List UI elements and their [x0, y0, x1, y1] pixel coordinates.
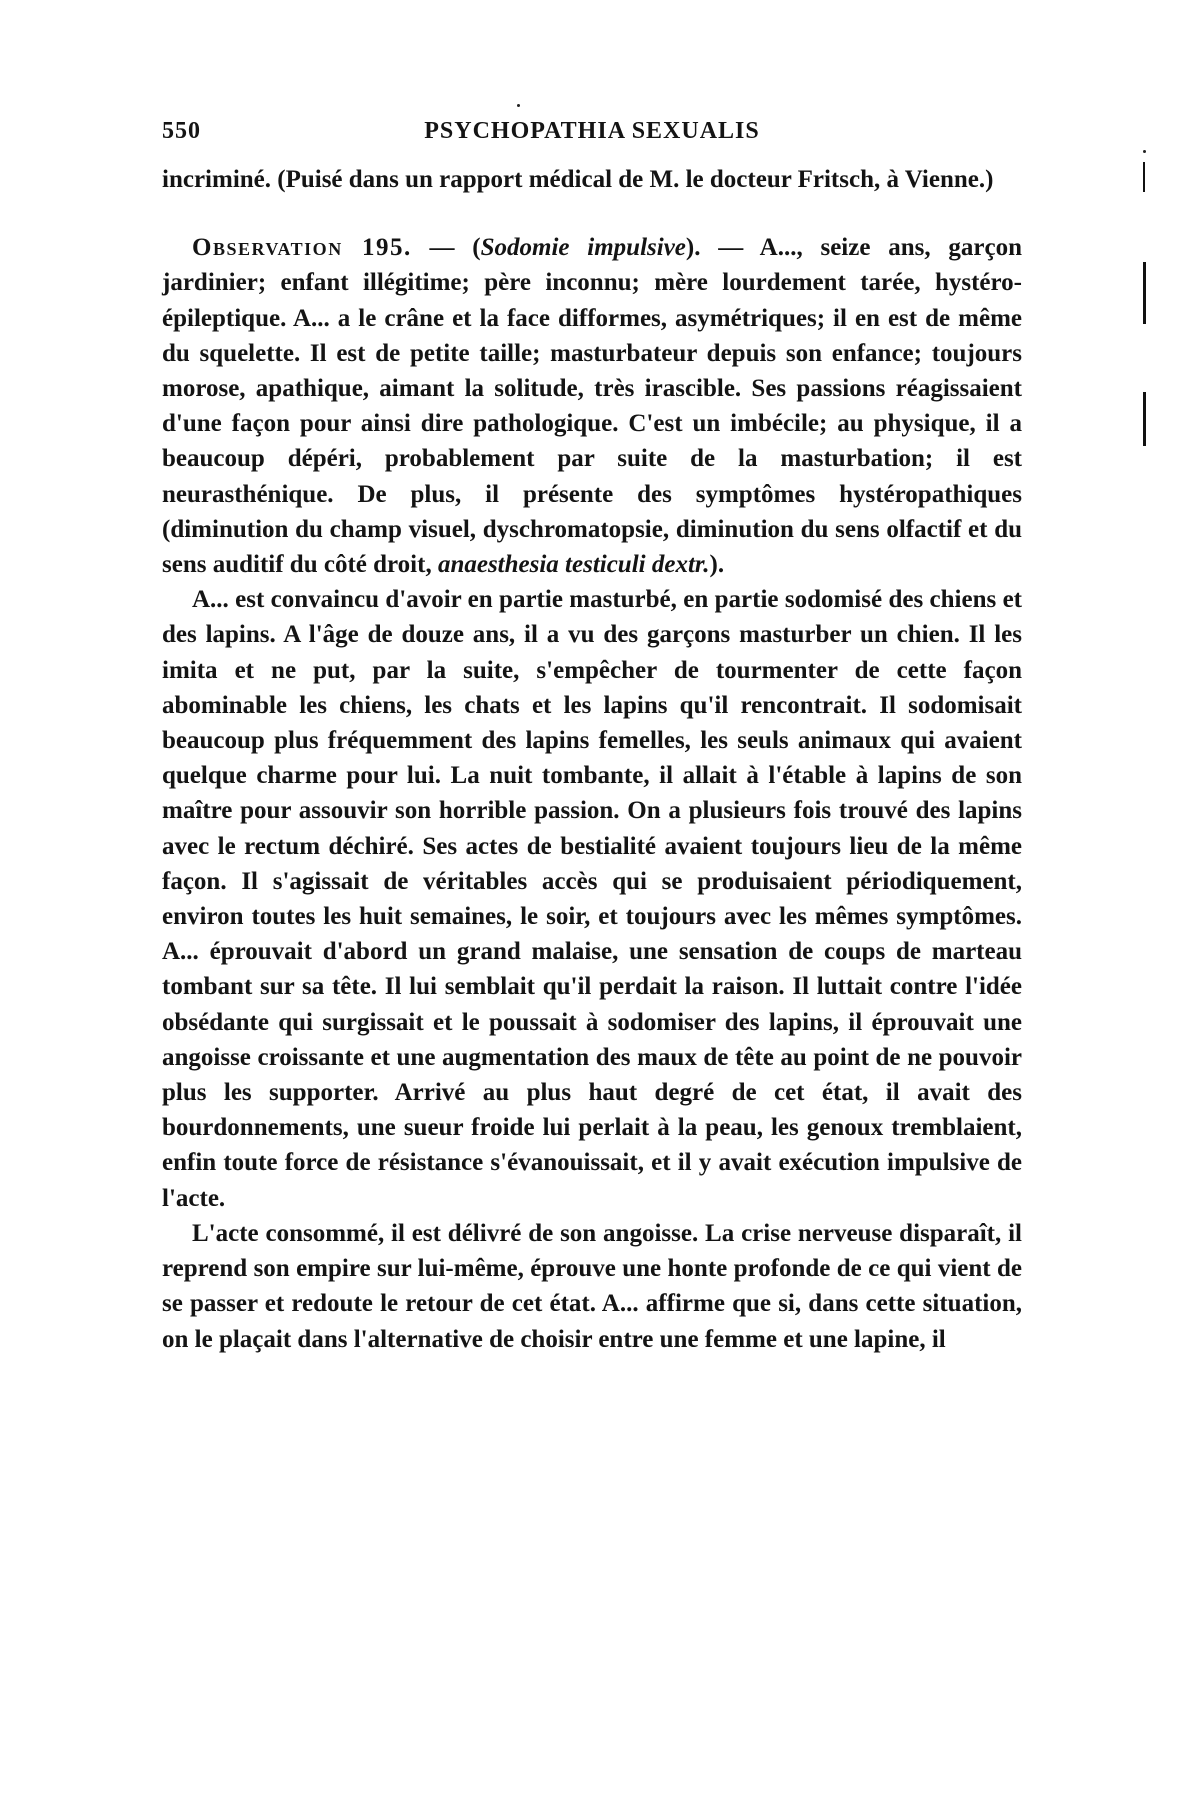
observation-text: ). — A..., seize ans, garçon jardinier; enfant illégitime; père inconnu; mère lourdement tarée, hystéro-épileptique. A... a le crâne et la face difformes, asymétriques; il en est de même du squelette. Il est de petite taille; masturbateur depuis son enfance; toujours morose, apathique, aimant la solitude, très irascible. Ses passions réagissaient d'une façon pour ainsi dire pathologique. C'est un imbécile; au physique, il a beaucoup dépéri, probablement par suite de la masturbation; il est neurasthénique. De plus, il présente des symptômes hystéropathiques (diminution du champ visuel, dyschromatopsie, diminution du sens olfactif et du sens auditif du côté droit, — [162, 234, 1022, 579]
margin-mark — [1143, 262, 1146, 324]
observation-title: Sodomie impulsive — [480, 234, 686, 262]
page-header — [162, 118, 1022, 148]
observation-dash: — ( — [411, 234, 481, 262]
paragraph-observation — [162, 230, 1022, 582]
body-text — [162, 162, 1022, 1357]
margin-mark — [1143, 162, 1145, 192]
page-number: 550 — [162, 118, 201, 144]
margin-dot — [1143, 150, 1146, 153]
margin-dot — [517, 104, 520, 107]
margin-mark — [1143, 392, 1146, 446]
observation-end: ). — [709, 551, 725, 579]
paragraph-continuation: incriminé. (Puisé dans un rapport médical de M. le docteur Fritsch, à Vienne.) — [162, 166, 994, 193]
observation-label: Observation 195. — [192, 234, 412, 262]
running-title: PSYCHOPATHIA SEXUALIS — [424, 118, 760, 144]
paragraph-acts: A... est convaincu d'avoir en partie masturbé, en partie sodomisé des chiens et des lapins. A l'âge de douze ans, il a vu des garçons masturber un chien. Il les imita et ne put, par la suite, s'empêcher de tourmenter de cette façon abominable les chiens, les chats et les lapins qu'il rencontrait. Il sodomisait beaucoup plus fréquemment des lapins femelles, les seuls animaux qui avaient quelque charme pour lui. La nuit tombante, il allait à l'étable à lapins de son maître pour assouvir son horrible passion. On a plusieurs fois trouvé des lapins avec le rectum déchiré. Ses actes de bestialité avaient toujours lieu de la même façon. Il s'agissait de véritables accès qui se produisaient périodiquement, environ toutes les huit semaines, le soir, et toujours avec les mêmes symptômes. A... éprouvait d'abord un grand malaise, une sensation de coups de marteau tombant sur sa tête. Il lui semblait qu'il perdait la raison. Il luttait contre l'idée obsédante qui surgissait et le poussait à sodomiser des lapins, il éprouvait une angoisse croissante et une augmentation des maux de tête au point de ne pouvoir plus les supporter. Arrivé au plus haut degré de cet état, il avait des bourdonnements, une sueur froide lui perlait à la peau, les genoux tremblaient, enfin toute force de résistance s'évanouissait, et il y avait exécution impulsive de l'acte. — [162, 586, 1022, 1212]
latin-term: anaesthesia testiculi dextr. — [437, 551, 710, 579]
paragraph-aftermath: L'acte consommé, il est délivré de son angoisse. La crise nerveuse disparaît, il reprend son empire sur lui-même, éprouve une honte profonde de ce qui vient de se passer et redoute le retour de cet état. A... affirme que si, dans cette situation, on le plaçait dans l'alternative de choisir entre une femme et une lapine, il — [162, 1219, 1022, 1353]
